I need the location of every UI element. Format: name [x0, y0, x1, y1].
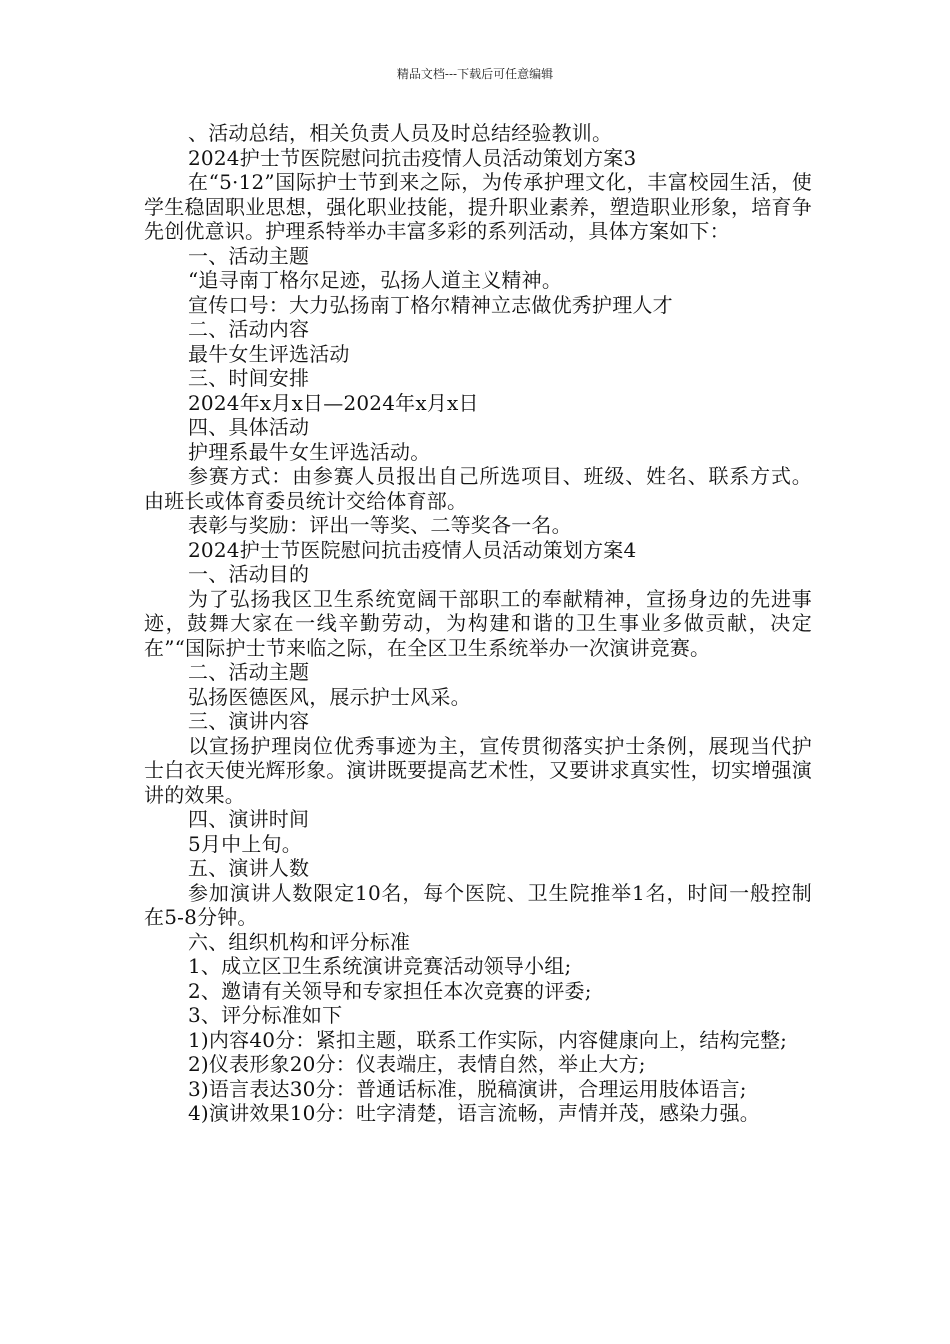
subheading: 五、演讲人数	[188, 856, 310, 880]
page-header: 精品文档---下载后可任意编辑	[396, 67, 554, 81]
subheading: 四、演讲时间	[188, 807, 310, 831]
subheading: 三、时间安排	[188, 366, 310, 390]
subheading: 二、活动内容	[188, 317, 310, 341]
paragraph: 最牛女生评选活动	[188, 341, 350, 366]
paragraph: 以宣扬护理岗位优秀事迹为主，宣传贯彻落实护士条例，展现当代护士白衣天使光辉形象。演讲既要提高艺术性，又要讲求真实性，切实增强演讲的效果。	[144, 733, 812, 807]
list-item: 1、成立区卫生系统演讲竞赛活动领导小组;	[188, 954, 572, 978]
subheading: 三、演讲内容	[188, 709, 310, 733]
subheading: 四、具体活动	[188, 415, 310, 439]
paragraph: 为了弘扬我区卫生系统宽阔干部职工的奉献精神，宣扬身边的先进事迹，鼓舞大家在一线辛勤劳动，为构建和谐的卫生事业多做贡献，决定在”“国际护士节来临之际，在全区卫生系统举办一次演讲竞赛。	[144, 586, 812, 660]
paragraph: 参加演讲人数限定10名，每个医院、卫生院推举1名，时间一般控制在5-8分钟。	[144, 880, 812, 929]
subheading: 一、活动目的	[188, 562, 310, 586]
paragraph: 参赛方式：由参赛人员报出自己所选项目、班级、姓名、联系方式。由班长或体育委员统计交给体育部。	[144, 464, 812, 513]
paragraph: 表彰与奖励：评出一等奖、二等奖各一名。	[188, 513, 572, 537]
list-item: 3)语言表达30分：普通话标准，脱稿演讲，合理运用肢体语言;	[188, 1076, 747, 1101]
paragraph: 5月中上旬。	[188, 831, 302, 856]
list-item: 2)仪表形象20分：仪表端庄，表情自然，举止大方;	[188, 1052, 646, 1076]
paragraph: 在“5·12”国际护士节到来之际，为传承护理文化，丰富校园生活，使学生稳固职业思想，强化职业技能，提升职业素养，塑造职业形象，培育争先创优意识。护理系特举办丰富多彩的系列活动，具体方案如下：	[144, 170, 812, 243]
list-item: 1)内容40分：紧扣主题，联系工作实际，内容健康向上，结构完整;	[188, 1027, 788, 1052]
list-item: 2、邀请有关领导和专家担任本次竞赛的评委;	[188, 978, 592, 1003]
section-heading: 2024护士节医院慰问抗击疫情人员活动策划方案3	[188, 145, 637, 170]
paragraph: 、活动总结，相关负责人员及时总结经验教训。	[188, 121, 613, 145]
paragraph: 宣传口号：大力弘扬南丁格尔精神立志做优秀护理人才	[188, 292, 673, 317]
subheading: 六、组织机构和评分标准	[188, 929, 411, 954]
subheading: 二、活动主题	[188, 660, 310, 684]
paragraph: 弘扬医德医风，展示护士风采。	[188, 684, 471, 709]
paragraph: “追寻南丁格尔足迹，弘扬人道主义精神。	[188, 268, 563, 292]
list-item: 4)演讲效果10分：吐字清楚，语言流畅，声情并茂，感染力强。	[188, 1101, 760, 1125]
subheading: 一、活动主题	[188, 243, 310, 268]
list-item: 3、评分标准如下	[188, 1003, 343, 1027]
document-body	[144, 121, 812, 1126]
paragraph: 2024年x月x日—2024年x月x日	[188, 390, 479, 415]
section-heading: 2024护士节医院慰问抗击疫情人员活动策划方案4	[188, 537, 637, 562]
paragraph: 护理系最牛女生评选活动。	[188, 439, 431, 464]
